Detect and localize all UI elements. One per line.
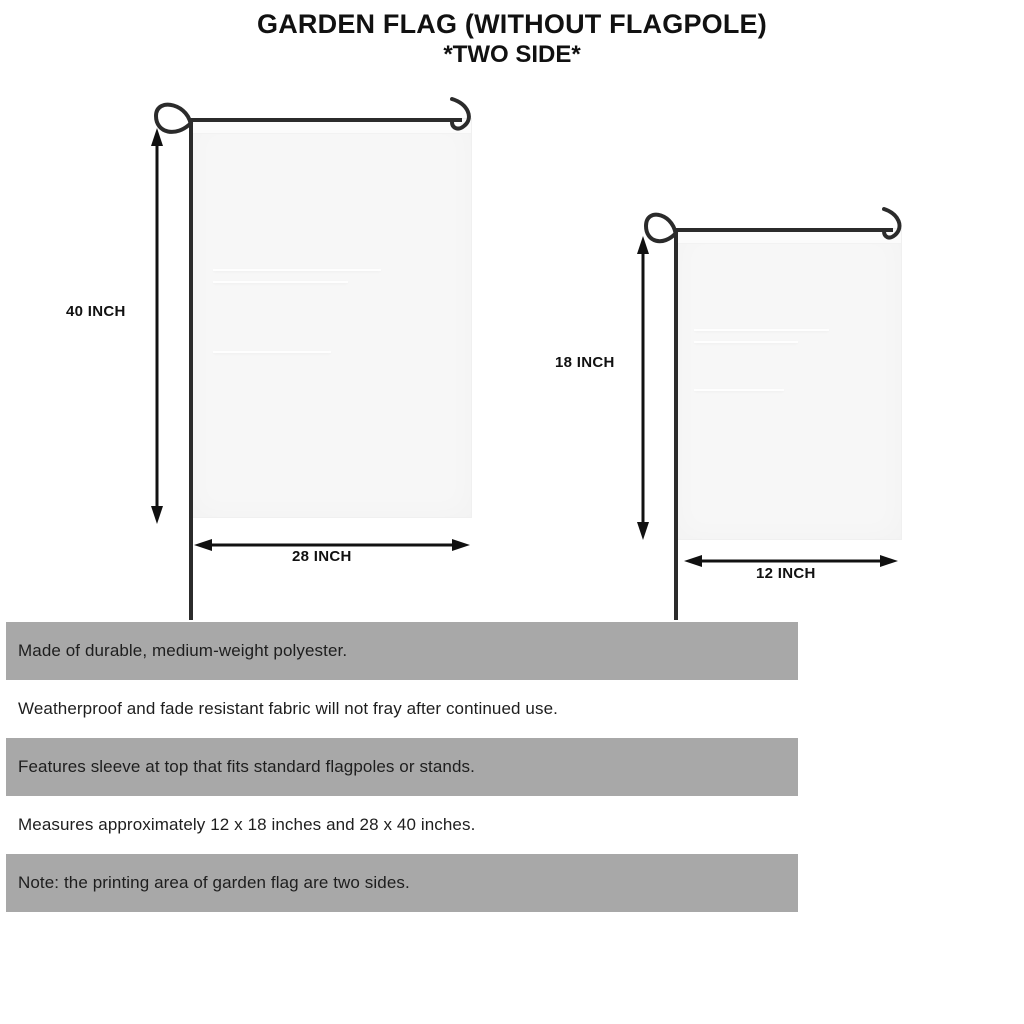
list-item (6, 796, 798, 854)
small-stand-loop-icon (646, 215, 676, 242)
small-flag-height-label: 18 INCH (555, 354, 615, 371)
small-stand-hook-icon (884, 209, 899, 238)
small-flag-width-label: 12 INCH (756, 565, 816, 582)
arrowhead-left (194, 539, 212, 551)
title-secondary: *TWO SIDE* (443, 41, 581, 68)
feature-text: Note: the printing area of garden flag are two sides. (18, 873, 410, 892)
arrowhead-left (684, 555, 702, 567)
feature-text: Measures approximately 12 x 18 inches and 28 x 40 inches. (18, 815, 476, 834)
arrowhead-right (880, 555, 898, 567)
large-stand-hook-icon (452, 99, 469, 129)
arrowhead-down (151, 506, 163, 524)
large-stand-loop-icon (156, 105, 191, 132)
feature-text: Made of durable, medium-weight polyester. (18, 641, 348, 660)
feature-text: Weatherproof and fade resistant fabric will not fray after continued use. (18, 699, 558, 718)
list-item (6, 680, 798, 738)
list-item (6, 854, 798, 912)
feature-text: Features sleeve at top that fits standard flagpoles or stands. (18, 757, 475, 776)
arrowhead-down (637, 522, 649, 540)
arrowhead-up (637, 236, 649, 254)
list-item (6, 622, 798, 680)
large-flag-height-label: 40 INCH (66, 303, 126, 320)
list-item (6, 738, 798, 796)
title-primary: GARDEN FLAG (WITHOUT FLAGPOLE) (257, 9, 767, 39)
arrowhead-right (452, 539, 470, 551)
large-flag-width-label: 28 INCH (292, 548, 352, 565)
feature-list (6, 622, 798, 912)
